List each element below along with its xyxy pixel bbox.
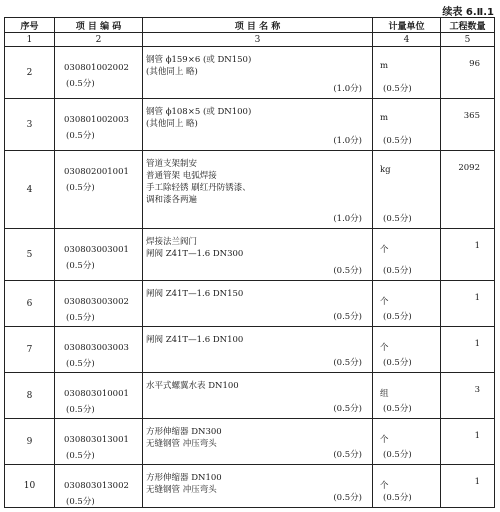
- header-row: [5, 18, 495, 33]
- score-mark: (0.5分): [66, 405, 95, 415]
- item-name-line: 方形伸缩器 DN300: [146, 427, 222, 437]
- score-mark: (0.5分): [383, 493, 412, 503]
- column-number-row: [5, 33, 495, 47]
- quantity-cell: [441, 419, 495, 465]
- item-name-cell: [143, 327, 373, 373]
- item-name-line: 普通管架 电弧焊接: [146, 171, 217, 181]
- header-seq: 序号: [5, 18, 55, 33]
- score-mark: (0.5分): [333, 312, 362, 322]
- table-caption: 续表 6.Ⅱ.1: [442, 7, 494, 18]
- quantity-value: 1: [474, 477, 480, 487]
- score-mark: (1.0分): [333, 214, 362, 224]
- bill-of-quantities-table: [4, 17, 495, 508]
- quantity-cell: [441, 99, 495, 151]
- item-name-line: 手工除轻锈 刷红丹防锈漆、: [146, 183, 251, 193]
- item-code-cell: [55, 327, 143, 373]
- item-name-cell: [143, 47, 373, 99]
- item-name-line: 焊接法兰阀门: [146, 237, 198, 247]
- score-mark: (0.5分): [333, 493, 362, 503]
- score-mark: (0.5分): [383, 404, 412, 414]
- row-seq: 10: [5, 465, 55, 508]
- table-row: [5, 281, 495, 327]
- quantity-cell: [441, 373, 495, 419]
- table-row: [5, 99, 495, 151]
- item-name-cell: [143, 281, 373, 327]
- score-mark: (0.5分): [333, 266, 362, 276]
- item-code: 030801002003: [64, 115, 129, 125]
- table-row: [5, 465, 495, 508]
- unit-value: m: [380, 113, 389, 123]
- item-code: 030803003002: [64, 297, 129, 307]
- quantity-cell: [441, 47, 495, 99]
- score-mark: (0.5分): [383, 214, 412, 224]
- column-number: 5: [441, 33, 495, 47]
- unit-value: 个: [380, 343, 389, 353]
- unit-value: 组: [380, 389, 389, 399]
- item-code-cell: [55, 229, 143, 281]
- score-mark: (0.5分): [383, 312, 412, 322]
- item-name-cell: [143, 151, 373, 229]
- table-row: [5, 373, 495, 419]
- item-name-line: 水平式螺翼水表 DN100: [146, 381, 239, 391]
- unit-value: kg: [380, 165, 391, 175]
- item-code: 030803003003: [64, 343, 129, 353]
- unit-cell: [373, 327, 441, 373]
- item-code-cell: [55, 99, 143, 151]
- item-code: 030802001001: [64, 167, 129, 177]
- score-mark: (0.5分): [383, 266, 412, 276]
- score-mark: (0.5分): [66, 451, 95, 461]
- unit-cell: [373, 373, 441, 419]
- row-seq: 8: [5, 373, 55, 419]
- quantity-value: 365: [463, 111, 480, 121]
- column-number: 1: [5, 33, 55, 47]
- quantity-cell: [441, 151, 495, 229]
- item-code-cell: [55, 373, 143, 419]
- row-seq: 6: [5, 281, 55, 327]
- quantity-value: 1: [474, 431, 480, 441]
- item-name-line: 管道支架制安: [146, 159, 198, 169]
- item-code-cell: [55, 465, 143, 508]
- item-name-line: 钢管 ϕ108×5 (或 DN100): [146, 107, 252, 117]
- header-name: 项 目 名 称: [143, 18, 373, 33]
- quantity-value: 2092: [458, 163, 480, 173]
- item-code: 030803003001: [64, 245, 129, 255]
- score-mark: (0.5分): [66, 497, 95, 507]
- item-name-line: 调和漆各两遍: [146, 195, 198, 205]
- unit-cell: [373, 281, 441, 327]
- quantity-cell: [441, 229, 495, 281]
- quantity-value: 1: [474, 339, 480, 349]
- table-row: [5, 229, 495, 281]
- item-name-cell: [143, 419, 373, 465]
- unit-value: 个: [380, 481, 389, 491]
- table-row: [5, 151, 495, 229]
- row-seq: 5: [5, 229, 55, 281]
- score-mark: (0.5分): [383, 84, 412, 94]
- item-code: 030803013002: [64, 481, 129, 491]
- unit-cell: [373, 419, 441, 465]
- column-number: 3: [143, 33, 373, 47]
- column-number: 4: [373, 33, 441, 47]
- row-seq: 7: [5, 327, 55, 373]
- score-mark: (1.0分): [333, 136, 362, 146]
- item-code: 030803013001: [64, 435, 129, 445]
- unit-cell: [373, 465, 441, 508]
- row-seq: 2: [5, 47, 55, 99]
- item-code: 030803010001: [64, 389, 129, 399]
- score-mark: (0.5分): [333, 450, 362, 460]
- header-code: 项 目 编 码: [55, 18, 143, 33]
- header-unit: 计量单位: [373, 18, 441, 33]
- score-mark: (1.0分): [333, 84, 362, 94]
- unit-value: 个: [380, 245, 389, 255]
- column-number: 2: [55, 33, 143, 47]
- quantity-value: 3: [474, 385, 480, 395]
- row-seq: 3: [5, 99, 55, 151]
- quantity-cell: [441, 327, 495, 373]
- unit-cell: [373, 151, 441, 229]
- row-seq: 9: [5, 419, 55, 465]
- item-name-line: (其他同上 略): [146, 67, 198, 77]
- item-code-cell: [55, 151, 143, 229]
- score-mark: (0.5分): [383, 136, 412, 146]
- item-name-line: 闸阀 Z41T—1.6 DN100: [146, 335, 244, 345]
- quantity-value: 1: [474, 293, 480, 303]
- item-name-line: 钢管 ϕ159×6 (或 DN150): [146, 55, 252, 65]
- row-seq: 4: [5, 151, 55, 229]
- score-mark: (0.5分): [66, 131, 95, 141]
- quantity-cell: [441, 281, 495, 327]
- unit-value: 个: [380, 297, 389, 307]
- item-code-cell: [55, 419, 143, 465]
- score-mark: (0.5分): [66, 359, 95, 369]
- table-row: [5, 327, 495, 373]
- score-mark: (0.5分): [66, 261, 95, 271]
- item-name-line: 无缝钢管 冲压弯头: [146, 485, 217, 495]
- item-name-cell: [143, 465, 373, 508]
- item-code-cell: [55, 281, 143, 327]
- item-code-cell: [55, 47, 143, 99]
- score-mark: (0.5分): [333, 404, 362, 414]
- table-row: [5, 419, 495, 465]
- item-name-line: 方形伸缩器 DN100: [146, 473, 222, 483]
- item-name-cell: [143, 229, 373, 281]
- item-name-cell: [143, 99, 373, 151]
- unit-value: m: [380, 61, 389, 71]
- unit-cell: [373, 47, 441, 99]
- score-mark: (0.5分): [66, 313, 95, 323]
- quantity-value: 1: [474, 241, 480, 251]
- item-name-line: 闸阀 Z41T—1.6 DN150: [146, 289, 244, 299]
- header-qty: 工程数量: [441, 18, 495, 33]
- score-mark: (0.5分): [66, 79, 95, 89]
- unit-value: 个: [380, 435, 389, 445]
- item-name-line: 闸阀 Z41T—1.6 DN300: [146, 249, 244, 259]
- item-name-cell: [143, 373, 373, 419]
- item-name-line: (其他同上 略): [146, 119, 198, 129]
- score-mark: (0.5分): [383, 450, 412, 460]
- unit-cell: [373, 99, 441, 151]
- item-name-line: 无缝钢管 冲压弯头: [146, 439, 217, 449]
- score-mark: (0.5分): [333, 358, 362, 368]
- score-mark: (0.5分): [66, 183, 95, 193]
- table-row: [5, 47, 495, 99]
- unit-cell: [373, 229, 441, 281]
- quantity-value: 96: [469, 59, 480, 69]
- score-mark: (0.5分): [383, 358, 412, 368]
- quantity-cell: [441, 465, 495, 508]
- item-code: 030801002002: [64, 63, 129, 73]
